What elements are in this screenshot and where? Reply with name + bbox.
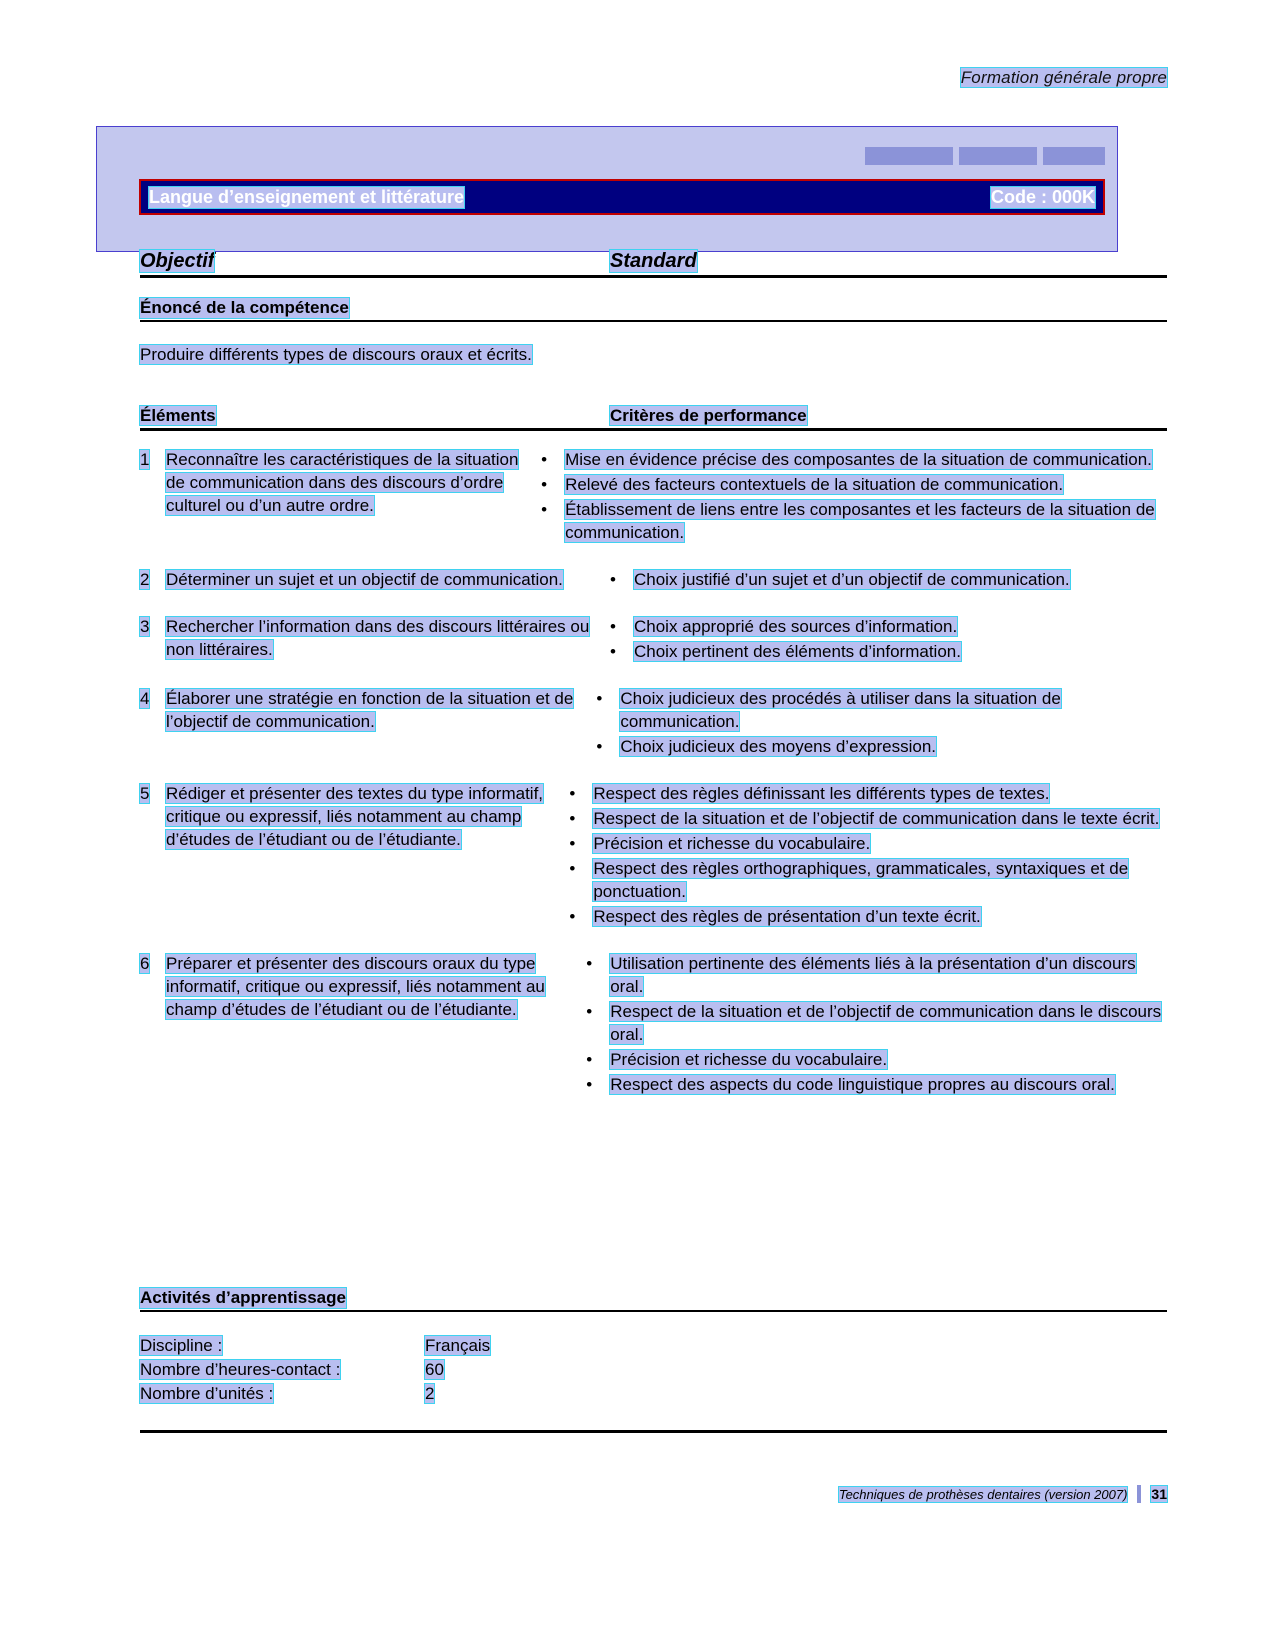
header-text: Formation générale propre: [960, 68, 1167, 87]
element-number: [140, 615, 166, 665]
criterion-item: [569, 807, 1167, 830]
element-text: [166, 568, 596, 593]
learning-label: [140, 1382, 425, 1406]
element-text-value: Reconnaître les caractéristiques de la situation de communication dans des discours d’ordre culturel ou d’un autre ordre.: [166, 450, 519, 515]
learning-value-text: Français: [425, 1336, 491, 1355]
table-row: [140, 782, 1167, 930]
title-frame: [96, 126, 1118, 252]
learning-value-text: 2: [425, 1384, 435, 1403]
criterion-text: Précision et richesse du vocabulaire.: [610, 1050, 888, 1069]
criterion-text: Respect des règles définissant les différents types de textes.: [593, 784, 1050, 803]
table-row: [140, 568, 1167, 593]
element-text-value: Rechercher l’information dans des discours littéraires ou non littéraires.: [166, 617, 590, 659]
criterion-item: [569, 905, 1167, 928]
learning-label-text: Discipline :: [140, 1336, 223, 1355]
footer-separator-icon: [1137, 1485, 1141, 1503]
bullet-icon: •: [586, 954, 593, 973]
criterion-text: Choix judicieux des procédés à utiliser dans la situation de communication.: [620, 689, 1061, 731]
criteria-label: Critères de performance: [610, 406, 807, 425]
element-text: [166, 615, 596, 665]
element-cell: [140, 568, 610, 593]
criteria-cell: [569, 782, 1167, 930]
elements-criteria-table: [140, 448, 1167, 1120]
element-text-value: Préparer et présenter des discours oraux du type informatif, critique ou expressif, liés notamment au champ d’études de l’étudiant ou de l’étudiante.: [166, 954, 545, 1019]
criterion-item: [569, 857, 1167, 903]
criterion-text: Respect de la situation et de l’objectif de communication dans le discours oral.: [610, 1002, 1162, 1044]
learning-value: [425, 1358, 444, 1382]
list-item: [140, 1334, 490, 1358]
criteria-cell: [541, 448, 1167, 546]
standard-label: Standard: [610, 250, 697, 272]
learning-value: [425, 1334, 490, 1358]
criterion-text: Choix pertinent des éléments d’information.: [634, 642, 961, 661]
criterion-text: Établissement de liens entre les composantes et les facteurs de la situation de communication.: [565, 500, 1155, 542]
element-cell: [140, 687, 596, 760]
bullet-icon: •: [569, 784, 576, 803]
competency-statement: [140, 345, 1040, 365]
table-column-headers: [140, 406, 1167, 431]
criterion-text: Relevé des facteurs contextuels de la situation de communication.: [565, 475, 1064, 494]
footer-rule: [140, 1430, 1167, 1433]
course-title-bar: [139, 179, 1105, 215]
criterion-item: [596, 735, 1167, 758]
criterion-text: Choix approprié des sources d’information.: [634, 617, 958, 636]
criterion-item: [569, 832, 1167, 855]
objective-header-cell: [140, 250, 610, 273]
element-number-text: 4: [140, 689, 150, 708]
competency-heading: [140, 298, 1167, 322]
criterion-item: [541, 498, 1167, 544]
element-text: [166, 952, 572, 1098]
element-text: [166, 782, 555, 930]
bullet-icon: •: [596, 689, 603, 708]
criterion-text: Respect des règles de présentation d’un texte écrit.: [593, 907, 981, 926]
learning-value-text: 60: [425, 1360, 444, 1379]
element-text: [166, 448, 527, 546]
criterion-item: [596, 687, 1167, 733]
criterion-text: Choix justifié d’un sujet et d’un objectif de communication.: [634, 570, 1070, 589]
bullet-icon: •: [569, 907, 576, 926]
bullet-icon: •: [569, 834, 576, 853]
bullet-icon: •: [586, 1075, 593, 1094]
criterion-text: Choix judicieux des moyens d’expression.: [620, 737, 937, 756]
footer-document-title: Techniques de prothèses dentaires (version 2007): [838, 1486, 1128, 1502]
element-cell: [140, 448, 541, 546]
element-text: [166, 687, 582, 760]
decorative-strip: [865, 147, 1105, 165]
criterion-item: [541, 473, 1167, 496]
criterion-text: Respect des aspects du code linguistique propres au discours oral.: [610, 1075, 1115, 1094]
criterion-text: Mise en évidence précise des composantes de la situation de communication.: [565, 450, 1152, 469]
criteria-header-cell: [610, 406, 807, 426]
list-item: [140, 1358, 490, 1382]
element-number-text: 3: [140, 617, 150, 636]
bullet-icon: •: [569, 859, 576, 878]
learning-label: [140, 1358, 425, 1382]
competency-text: Produire différents types de discours oraux et écrits.: [140, 345, 532, 364]
bullet-icon: •: [541, 450, 548, 469]
competency-heading-text: Énoncé de la compétence: [140, 298, 349, 317]
list-item: [140, 1382, 490, 1406]
criterion-item: [541, 448, 1167, 471]
page-header-label: [961, 68, 1167, 88]
criterion-item: [610, 640, 1167, 663]
table-row: [140, 952, 1167, 1098]
element-text-value: Rédiger et présenter des textes du type informatif, critique ou expressif, liés notamment au champ d’études de l’étudiant ou de l’étudiante.: [166, 784, 544, 849]
criteria-cell: [596, 687, 1167, 760]
bullet-icon: •: [586, 1002, 593, 1021]
objective-label: Objectif: [140, 250, 215, 272]
bullet-icon: •: [541, 500, 548, 519]
criterion-item: [569, 782, 1167, 805]
table-row: [140, 615, 1167, 665]
element-number-text: 6: [140, 954, 150, 973]
criterion-item: [586, 952, 1167, 998]
learning-label: [140, 1334, 425, 1358]
element-number: [140, 687, 166, 760]
element-number-text: 1: [140, 450, 150, 469]
criterion-text: Respect de la situation et de l’objectif de communication dans le texte écrit.: [593, 809, 1160, 828]
learning-activities-heading-text: Activités d’apprentissage: [140, 1288, 346, 1307]
element-cell: [140, 782, 569, 930]
elements-label: Éléments: [140, 406, 216, 425]
element-number-text: 5: [140, 784, 150, 803]
element-text-value: Élaborer une stratégie en fonction de la situation et de l’objectif de communication.: [166, 689, 574, 731]
criterion-text: Respect des règles orthographiques, grammaticales, syntaxiques et de ponctuation.: [593, 859, 1129, 901]
bullet-icon: •: [610, 642, 616, 661]
criterion-item: [586, 1073, 1167, 1096]
bullet-icon: •: [610, 617, 616, 636]
learning-label-text: Nombre d’heures-contact :: [140, 1360, 341, 1379]
learning-value: [425, 1382, 434, 1406]
table-row: [140, 448, 1167, 546]
criterion-item: [586, 1048, 1167, 1071]
element-text-value: Déterminer un sujet et un objectif de communication.: [166, 570, 563, 589]
element-number: [140, 448, 166, 546]
element-number: [140, 952, 166, 1098]
bullet-icon: •: [596, 737, 603, 756]
course-code: Code : 000K: [990, 186, 1095, 207]
element-number: [140, 782, 166, 930]
learning-activities-heading: [140, 1288, 1167, 1312]
bullet-icon: •: [541, 475, 548, 494]
element-number-text: 2: [140, 570, 150, 589]
objective-standard-header: [140, 250, 1167, 278]
element-cell: [140, 952, 586, 1098]
criteria-cell: [586, 952, 1167, 1098]
bullet-icon: •: [569, 809, 576, 828]
criterion-item: [610, 615, 1167, 638]
criterion-item: [610, 568, 1167, 591]
table-row: [140, 687, 1167, 760]
bullet-icon: •: [610, 570, 616, 589]
criteria-cell: [610, 615, 1167, 665]
page-number: 31: [1151, 1486, 1167, 1502]
course-title: Langue d’enseignement et littérature: [149, 186, 465, 207]
learning-activities-list: [140, 1334, 490, 1406]
bullet-icon: •: [586, 1050, 593, 1069]
learning-label-text: Nombre d’unités :: [140, 1384, 274, 1403]
element-number: [140, 568, 166, 593]
criteria-cell: [610, 568, 1167, 593]
criterion-text: Précision et richesse du vocabulaire.: [593, 834, 871, 853]
page-footer: [839, 1485, 1167, 1503]
standard-header-cell: [610, 250, 697, 273]
criterion-text: Utilisation pertinente des éléments liés à la présentation d’un discours oral.: [610, 954, 1136, 996]
elements-header-cell: [140, 406, 610, 426]
element-cell: [140, 615, 610, 665]
criterion-item: [586, 1000, 1167, 1046]
